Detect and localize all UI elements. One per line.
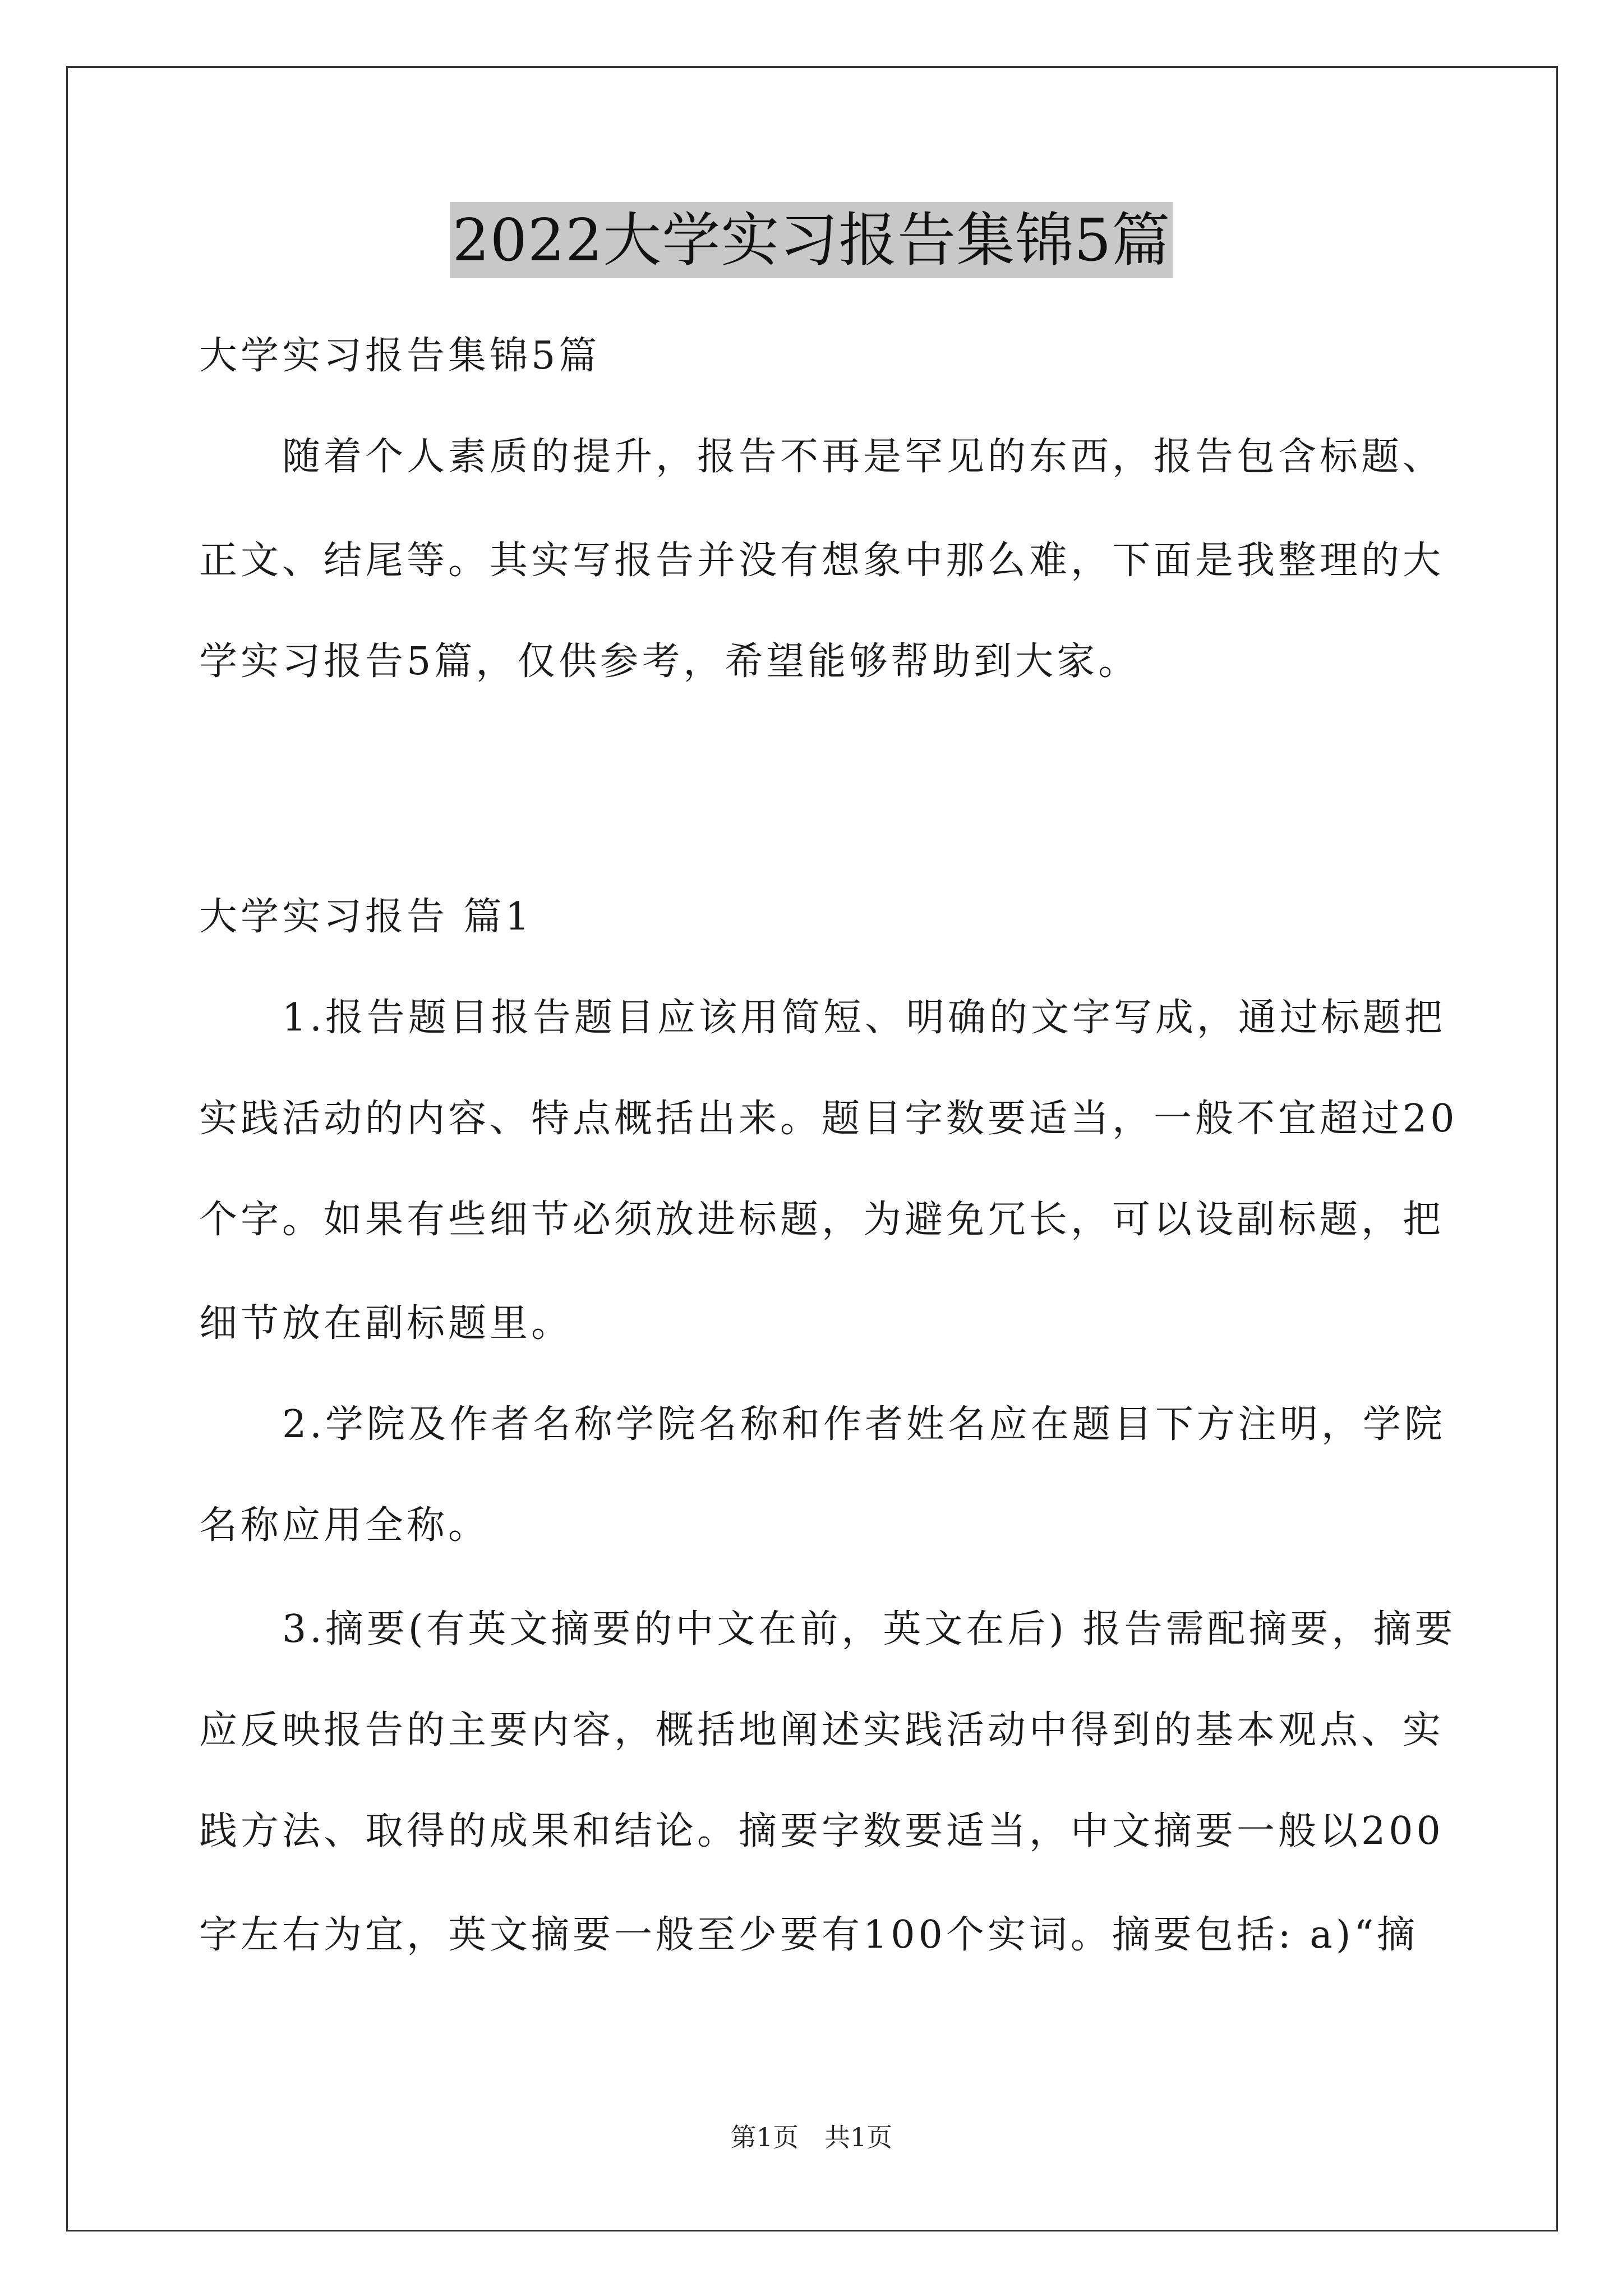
paragraph-line: 1.报告题目报告题目应该用简短、明确的文字写成，通过标题把 [199,996,1446,1040]
document-title [0,202,1623,280]
document-title-text: 2022大学实习报告集锦5篇 [450,202,1173,278]
paragraph-line: 正文、结尾等。其实写报告并没有想象中那么难，下面是我整理的大 [199,539,1445,583]
page-border [66,66,1558,2231]
document-subtitle: 大学实习报告集锦5篇 [199,334,601,378]
paragraph-line: 实践活动的内容、特点概括出来。题目字数要适当，一般不宜超过20 [199,1097,1458,1141]
page-footer: 第1页 共1页 [730,2122,893,2152]
paragraph-line: 随着个人素质的提升，报告不再是罕见的东西，报告包含标题、 [199,435,1445,479]
paragraph-line: 名称应用全称。 [199,1503,490,1548]
paragraph-line: 践方法、取得的成果和结论。摘要字数要适当，中文摘要一般以200 [199,1809,1444,1853]
paragraph-line: 学实习报告5篇，仅供参考，希望能够帮助到大家。 [199,639,1140,684]
paragraph-line: 细节放在副标题里。 [199,1301,573,1346]
paragraph-line: 应反映报告的主要内容，概括地阐述实践活动中得到的基本观点、实 [199,1708,1445,1752]
paragraph-line: 3.摘要(有英文摘要的中文在前，英文在后) 报告需配摘要，摘要 [199,1607,1456,1651]
paragraph-line: 字左右为宜，英文摘要一般至少要有100个实词。摘要包括: a)“摘 [199,1913,1419,1957]
paragraph-line: 2.学院及作者名称学院名称和作者姓名应在题目下方注明，学院 [199,1402,1446,1447]
paragraph-line: 个字。如果有些细节必须放进标题，为避免冗长，可以设副标题，把 [199,1198,1445,1242]
section-heading: 大学实习报告 篇1 [199,895,533,939]
